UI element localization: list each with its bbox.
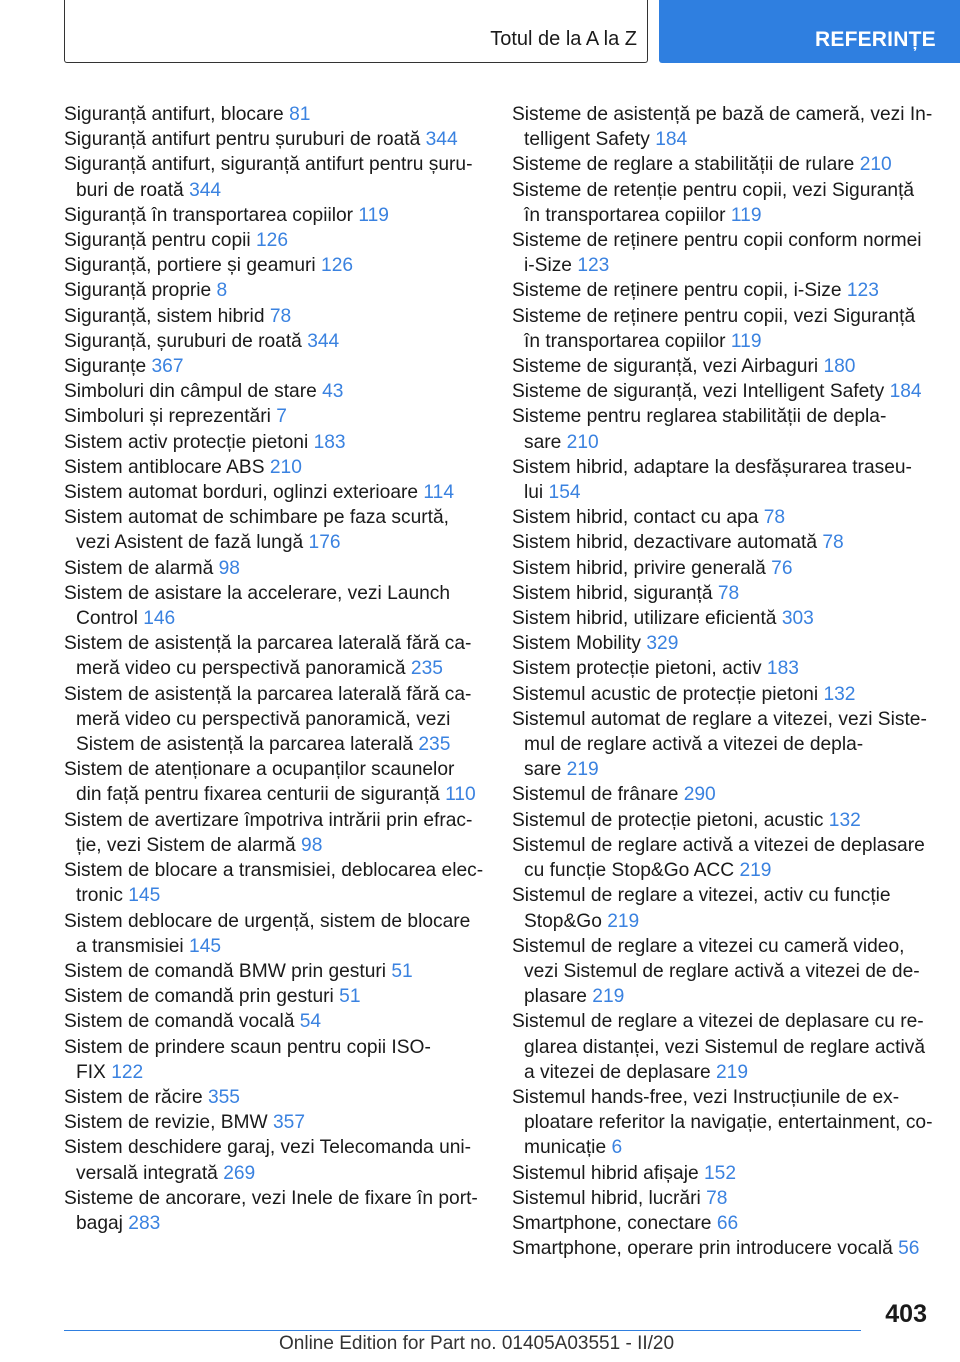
page-reference-link[interactable]: 119: [358, 204, 389, 226]
page-reference-link[interactable]: 184: [889, 381, 922, 403]
index-entry: [512, 1085, 932, 1161]
page-reference-link[interactable]: 180: [823, 356, 856, 378]
index-entry-text: Sistem hibrid, contact cu apa: [512, 507, 759, 529]
page-reference-link[interactable]: 7: [276, 406, 287, 428]
index-entry: [64, 404, 484, 429]
index-entry-text: Sisteme de retenție pentru copii, vezi Siguranță: [512, 179, 915, 201]
index-entry-text: vezi Asistent de fază lungă: [76, 532, 304, 554]
index-entry-text: Sisteme de ancorare, vezi Inele de fixare în port-: [64, 1187, 478, 1209]
page-reference-link[interactable]: 66: [716, 1212, 739, 1234]
index-entry-text: Simboluri și reprezentări: [64, 406, 271, 428]
index-entry-text: Sistem hibrid, dezactivare automată: [512, 532, 818, 554]
index-entry: [64, 278, 484, 303]
page-reference-link[interactable]: 146: [143, 608, 176, 630]
index-entry-text: Sistem de răcire: [64, 1086, 203, 1108]
index-entry: [64, 1135, 484, 1185]
page-reference-link[interactable]: 344: [307, 330, 340, 352]
page-reference-link[interactable]: 210: [859, 154, 892, 176]
index-entry-text: Stop&Go: [524, 910, 602, 932]
index-entry: [512, 1236, 932, 1261]
index-entry: [512, 883, 932, 933]
index-entry-text: telligent Safety: [524, 129, 650, 151]
page-reference-link[interactable]: 183: [766, 658, 799, 680]
index-entry-text: Sistem de asistență la parcarea laterală: [76, 734, 414, 756]
index-entry-text: ploatare referitor la navigație, entertainment, co-: [524, 1112, 933, 1134]
page-reference-link[interactable]: 132: [828, 809, 861, 831]
index-entry-text: Sistem hibrid, privire generală: [512, 557, 766, 579]
page-reference-link[interactable]: 303: [781, 608, 814, 630]
index-entry-text: Sistemul de reglare a vitezei cu cameră video,: [512, 935, 905, 957]
references-tab-label: REFERINȚE: [815, 28, 936, 51]
index-entry: [64, 1085, 484, 1110]
index-entry-text: lui: [524, 482, 544, 504]
page-reference-link[interactable]: 367: [151, 356, 184, 378]
page-reference-link[interactable]: 98: [218, 557, 240, 579]
index-entry-text: Sistem hibrid, adaptare la desfășurarea traseu-: [512, 456, 912, 478]
index-entry-text: Siguranță antifurt pentru șuruburi de roată: [64, 129, 421, 151]
index-entry-text: Siguranță, șuruburi de roată: [64, 330, 302, 352]
index-entry: [64, 430, 484, 455]
section-tab-label: Totul de la A la Z: [490, 28, 637, 50]
index-entry: [512, 228, 932, 278]
page-reference-link[interactable]: 122: [111, 1061, 144, 1083]
index-entry: [64, 455, 484, 480]
index-entry-text: Sisteme de reținere pentru copii, vezi Siguranță: [512, 305, 916, 327]
index-entry: [64, 354, 484, 379]
page-reference-link[interactable]: 210: [566, 431, 599, 453]
page-reference-link[interactable]: 219: [566, 759, 599, 781]
footer-edition-text: Online Edition for Part no. 01405A03551 - II/20: [279, 1333, 675, 1354]
page-reference-link[interactable]: 126: [321, 255, 354, 277]
page-reference-link[interactable]: 78: [763, 507, 786, 529]
page-reference-link[interactable]: 219: [739, 860, 772, 882]
index-entry: [64, 505, 484, 555]
index-entry-text: Control: [76, 608, 138, 630]
index-entry: [64, 228, 484, 253]
page-reference-link[interactable]: 54: [299, 1011, 322, 1033]
page-reference-link[interactable]: 290: [683, 784, 716, 806]
index-column-left: [64, 102, 484, 1236]
page-reference-link[interactable]: 283: [128, 1212, 161, 1234]
index-entry: [64, 379, 484, 404]
index-entry-text: Sisteme de siguranță, vezi Intelligent Safety: [512, 381, 885, 403]
index-entry-text: Sisteme de reținere pentru copii conform normei: [512, 230, 922, 252]
index-entry-text: Sistem protecție pietoni, activ: [512, 658, 762, 680]
page-reference-link[interactable]: 123: [846, 280, 879, 302]
page-number: 403: [885, 1300, 927, 1328]
index-entry: [64, 959, 484, 984]
index-entry-text: Sistem de atenționare a ocupanților scaunelor: [64, 759, 455, 781]
page-reference-link[interactable]: 329: [646, 633, 679, 655]
index-entry: [512, 1009, 932, 1085]
page-reference-link[interactable]: 51: [339, 986, 361, 1008]
page-reference-link[interactable]: 126: [256, 230, 289, 252]
index-entry: [64, 1186, 484, 1236]
index-entry-text: Sistem de alarmă: [64, 557, 214, 579]
page-reference-link[interactable]: 8: [216, 280, 228, 302]
index-entry-text: Sisteme de reținere pentru copii, i-Size: [512, 280, 842, 302]
references-tab[interactable]: [659, 0, 960, 63]
index-entry: [512, 833, 932, 883]
index-entry: [512, 530, 932, 555]
index-entry-text: Sistem antiblocare ABS: [64, 456, 265, 478]
index-entry-text: a vitezei de deplasare: [524, 1061, 711, 1083]
index-entry-text: meră video cu perspectivă panoramică: [76, 658, 406, 680]
page-reference-link[interactable]: 344: [189, 179, 222, 201]
page-reference-link[interactable]: 235: [418, 734, 451, 756]
index-entry-text: vezi Sistemul de reglare activă a vitezei de de-: [524, 960, 920, 982]
page-reference-link[interactable]: 210: [269, 456, 302, 478]
page-reference-link[interactable]: 78: [717, 582, 740, 604]
index-entry-text: Sisteme de reglare a stabilității de rulare: [512, 154, 855, 176]
index-entry-text: Sistem activ protecție pietoni: [64, 431, 309, 453]
page-reference-link[interactable]: 184: [655, 129, 688, 151]
index-entry-text: Sistemul de reglare a vitezei, activ cu funcție: [512, 885, 891, 907]
index-entry-text: Siguranță antifurt, siguranță antifurt pentru șuru-: [64, 154, 473, 176]
index-entry-text: FIX: [76, 1061, 106, 1083]
index-entry: [512, 1161, 932, 1186]
index-entry-text: buri de roată: [76, 179, 184, 201]
index-entry: [512, 455, 932, 505]
page-reference-link[interactable]: 119: [730, 330, 762, 352]
index-entry-text: ție, vezi Sistem de alarmă: [76, 834, 296, 856]
page-reference-link[interactable]: 219: [607, 910, 640, 932]
index-entry-text: meră video cu perspectivă panoramică, vezi: [76, 708, 451, 730]
index-entry-text: a transmisiei: [76, 935, 184, 957]
index-entry: [512, 606, 932, 631]
index-entry: [64, 253, 484, 278]
page-reference-link[interactable]: 145: [189, 935, 222, 957]
index-entry: [512, 682, 932, 707]
index-entry-text: mul de reglare activă a vitezei de depla-: [524, 734, 864, 756]
index-entry-text: Sistem deblocare de urgență, sistem de blocare: [64, 910, 471, 932]
page-reference-link[interactable]: 235: [410, 658, 443, 680]
index-entry-text: Sistemul de protecție pietoni, acustic: [512, 809, 824, 831]
index-entry-text: Sisteme de siguranță, vezi Airbaguri: [512, 356, 819, 378]
page-reference-link[interactable]: 344: [425, 129, 458, 151]
index-entry: [512, 505, 932, 530]
page-reference-link[interactable]: 132: [823, 683, 856, 705]
index-entry-text: Sistem deschidere garaj, vezi Telecomanda uni-: [64, 1137, 472, 1159]
index-entry: [64, 203, 484, 228]
index-entry-text: cu funcție Stop&Go ACC: [524, 860, 735, 882]
index-entry: [64, 909, 484, 959]
page-reference-link[interactable]: 76: [771, 557, 793, 579]
index-entry-text: Smartphone, conectare: [512, 1212, 712, 1234]
index-entry-text: în transportarea copiilor: [524, 204, 726, 226]
index-entry-text: Sistemul hibrid, lucrări: [512, 1187, 701, 1209]
index-entry: [64, 984, 484, 1009]
index-entry: [512, 304, 932, 354]
page-reference-link[interactable]: 183: [313, 431, 346, 453]
index-entry: [64, 1035, 484, 1085]
index-entry-text: Sistem de comandă BMW prin gesturi: [64, 960, 387, 982]
page-reference-link[interactable]: 123: [577, 255, 610, 277]
page-header: [0, 0, 960, 66]
index-entry-text: Sistemul automat de reglare a vitezei, vezi Siste-: [512, 708, 927, 730]
index-entry-text: municație: [524, 1137, 607, 1159]
index-entry-text: Siguranță în transportarea copiilor: [64, 204, 354, 226]
index-entry: [64, 152, 484, 202]
index-entry: [64, 1009, 484, 1034]
index-entry-text: Siguranțe: [64, 356, 147, 378]
index-entry-text: din față pentru fixarea centurii de siguranță: [76, 784, 440, 806]
index-entry-text: plasare: [524, 986, 587, 1008]
index-entry-text: Sistem hibrid, utilizare eficientă: [512, 608, 777, 630]
index-entry-text: Sistemul hibrid afișaje: [512, 1162, 699, 1184]
index-entry-text: Sistem de asistență la parcarea laterală fără ca-: [64, 683, 472, 705]
index-entry-text: versală integrată: [76, 1162, 218, 1184]
index-entry-text: Siguranță antifurt, blocare: [64, 104, 284, 125]
index-entry: [512, 656, 932, 681]
page-reference-link[interactable]: 269: [223, 1162, 256, 1184]
section-tab[interactable]: [64, 0, 648, 63]
page-reference-link[interactable]: 43: [322, 381, 344, 403]
index-entry: [64, 631, 484, 681]
page-reference-link[interactable]: 355: [207, 1086, 240, 1108]
index-entry-text: bagaj: [76, 1212, 123, 1234]
page-reference-link[interactable]: 98: [301, 834, 323, 856]
index-entry-text: Sistem de prindere scaun pentru copii ISO-: [64, 1036, 431, 1058]
index-entry: [512, 581, 932, 606]
index-entry-text: Sistem de comandă vocală: [64, 1011, 295, 1033]
index-entry: [64, 808, 484, 858]
index-entry-text: Siguranță, portiere și geamuri: [64, 255, 316, 277]
index-entry-text: sare: [524, 759, 562, 781]
index-entry: [512, 707, 932, 783]
index-entry: [512, 808, 932, 833]
index-entry: [64, 127, 484, 152]
index-entry: [64, 480, 484, 505]
index-entry: [512, 278, 932, 303]
index-entry: [512, 379, 932, 404]
index-entry-text: Sistem hibrid, siguranță: [512, 582, 713, 604]
index-entry: [512, 178, 932, 228]
index-entry-text: Siguranță, sistem hibrid: [64, 305, 265, 327]
index-entry: [64, 1110, 484, 1135]
page-reference-link[interactable]: 357: [273, 1112, 306, 1134]
index-entry-text: Sistem Mobility: [512, 633, 642, 655]
page-reference-link[interactable]: 114: [423, 482, 455, 504]
index-entry: [512, 934, 932, 1010]
page-reference-link[interactable]: 6: [611, 1137, 623, 1159]
index-entry-text: Sistem de revizie, BMW: [64, 1112, 268, 1134]
index-entry-text: i-Size: [524, 255, 572, 277]
index-entry: [512, 102, 932, 152]
index-entry-text: Sistem de comandă prin gesturi: [64, 986, 334, 1008]
index-entry-text: Sistemul de frânare: [512, 784, 679, 806]
index-entry-text: Simboluri din câmpul de stare: [64, 381, 317, 403]
index-entry: [64, 682, 484, 758]
index-entry: [512, 631, 932, 656]
index-entry-text: sare: [524, 431, 562, 453]
index-entry: [512, 556, 932, 581]
page-reference-link[interactable]: 51: [391, 960, 413, 982]
index-entry: [512, 354, 932, 379]
page-reference-link[interactable]: 81: [289, 104, 311, 125]
index-entry: [64, 304, 484, 329]
index-entry-text: glarea distanței, vezi Sistemul de reglare activă: [524, 1036, 926, 1058]
page-reference-link[interactable]: 119: [730, 204, 762, 226]
index-entry: [64, 858, 484, 908]
index-entry: [512, 1186, 932, 1211]
page-reference-link[interactable]: 219: [716, 1061, 749, 1083]
index-entry-text: Sistemul de reglare activă a vitezei de deplasare: [512, 834, 925, 856]
index-column-right: [512, 102, 932, 1261]
index-entry-text: tronic: [76, 885, 123, 907]
page-reference-link[interactable]: 152: [703, 1162, 736, 1184]
page-reference-link[interactable]: 176: [308, 532, 341, 554]
index-entry-text: Sistem automat de schimbare pe faza scurtă,: [64, 507, 449, 529]
page-reference-link[interactable]: 78: [269, 305, 292, 327]
page-reference-link[interactable]: 78: [822, 532, 844, 554]
index-entry-text: Siguranță pentru copii: [64, 230, 251, 252]
index-entry-text: Sistem de asistare la accelerare, vezi Launch: [64, 582, 451, 604]
index-entry-text: Sistemul acustic de protecție pietoni: [512, 683, 819, 705]
page-reference-link[interactable]: 110: [445, 784, 476, 806]
index-entry-text: Siguranță proprie: [64, 280, 212, 302]
page-reference-link[interactable]: 145: [128, 885, 161, 907]
index-entry: [64, 102, 484, 127]
index-entry-text: Sistem de avertizare împotriva intrării prin efrac-: [64, 809, 473, 831]
index-entry-text: Sistemul de reglare a vitezei de deplasare cu re-: [512, 1011, 924, 1033]
index-entry: [64, 329, 484, 354]
index-entry-text: Sistemul hands-free, vezi Instrucțiunile de ex-: [512, 1086, 900, 1108]
index-entry: [512, 152, 932, 177]
index-entry-text: Sistem automat borduri, oglinzi exterioare: [64, 482, 419, 504]
index-entry: [512, 1211, 932, 1236]
page-reference-link[interactable]: 56: [898, 1238, 920, 1260]
page-reference-link[interactable]: 219: [592, 986, 625, 1008]
index-entry-text: în transportarea copiilor: [524, 330, 726, 352]
index-entry: [512, 782, 932, 807]
index-entry-text: Sisteme pentru reglarea stabilității de depla-: [512, 406, 887, 428]
index-entry: [64, 757, 484, 807]
index-entry-text: Sistem de asistență la parcarea laterală fără ca-: [64, 633, 472, 655]
index-entry-text: Smartphone, operare prin introducere vocală: [512, 1238, 893, 1260]
index-entry: [64, 556, 484, 581]
index-entry: [64, 581, 484, 631]
index-entry: [512, 404, 932, 454]
index-entry-text: Sistem de blocare a transmisiei, deblocarea elec-: [64, 860, 484, 882]
page-reference-link[interactable]: 78: [706, 1187, 728, 1209]
index-entry-text: Sisteme de asistență pe bază de cameră, vezi In-: [512, 104, 933, 125]
page-reference-link[interactable]: 154: [548, 482, 581, 504]
footer-divider: [64, 1330, 861, 1331]
